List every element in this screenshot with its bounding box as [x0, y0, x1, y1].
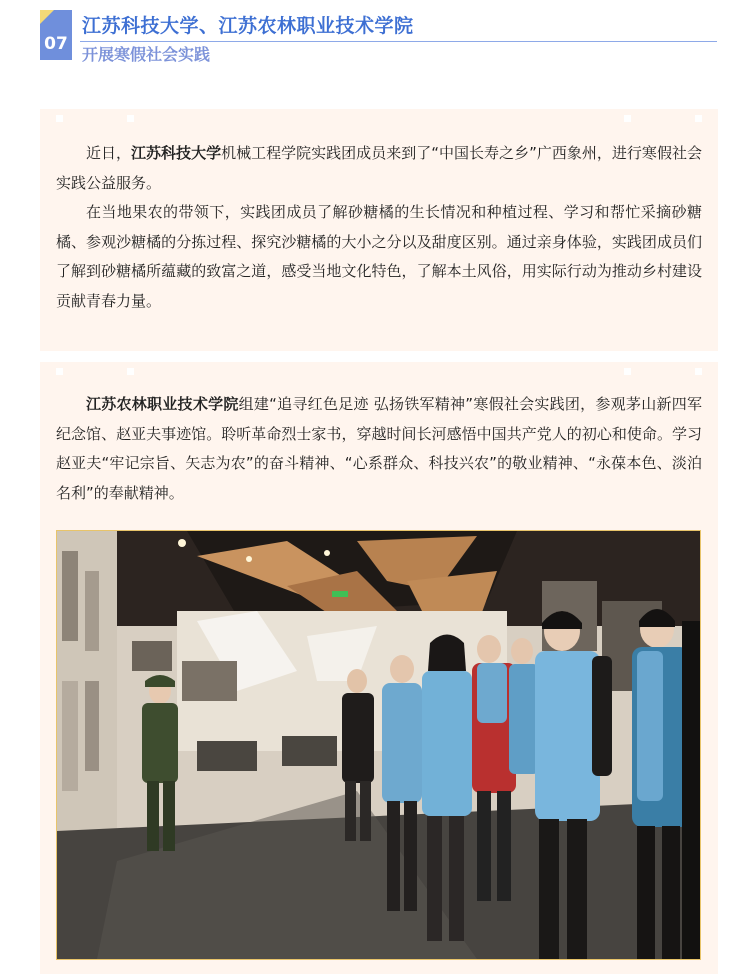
section-number: 07	[44, 34, 68, 54]
paragraph: 在当地果农的带领下，实践团成员了解砂糖橘的生长情况和种植过程、学习和帮忙采摘砂糖橘、参观沙糖橘的分拣过程、探究沙糖橘的大小之分以及甜度区别。通过亲身体验，实践团成员们了解到砂糖橘所蕴藏的致富之道，感受当地文化特色，了解本土风俗，用实际行动为推动乡村建设贡献青春力量。	[56, 203, 702, 310]
card-dot-decoration	[624, 115, 631, 122]
card-dot-decoration	[127, 368, 134, 375]
card-dot-decoration	[56, 368, 63, 375]
school-name-bold: 江苏农林职业技术学院	[86, 395, 239, 413]
card-dot-decoration	[695, 115, 702, 122]
paragraph-text: 组建“追寻红色足迹 弘扬铁军精神”寒假社会实践团，参观茅山新四军纪念馆、赵亚夫事迹馆。聆听革命烈士家书，穿越时间长河感悟中国共产党人的初心和使命。学习赵亚夫“牢记宗旨、矢志为农”的奋斗精神、“心系群众、科技兴农”的敬业精神、“永葆本色、淡泊名利”的奉献精神。	[56, 395, 702, 502]
paragraph-text: 近日，	[86, 144, 132, 162]
school-name-bold: 江苏科技大学	[131, 144, 222, 162]
museum-visit-photo	[56, 530, 701, 960]
card-dot-decoration	[56, 115, 63, 122]
text-card-jiangsu-keji	[40, 109, 718, 351]
paragraph	[56, 139, 702, 198]
page-subtitle: 开展寒假社会实践	[82, 45, 211, 64]
badge-corner-decoration	[40, 10, 54, 24]
paragraph-text: 机械工程学院实践团成员来到了“中国长寿之乡”广西象州，进行寒假社会实践公益服务。	[56, 144, 702, 192]
card-dot-decoration	[695, 368, 702, 375]
paragraph	[56, 390, 702, 508]
card-dot-decoration	[624, 368, 631, 375]
section-number-badge	[40, 10, 72, 60]
text-card-jiangsu-nonglin	[40, 362, 718, 974]
page-title: 江苏科技大学、江苏农林职业技术学院	[82, 15, 414, 37]
card-dot-decoration	[127, 115, 134, 122]
